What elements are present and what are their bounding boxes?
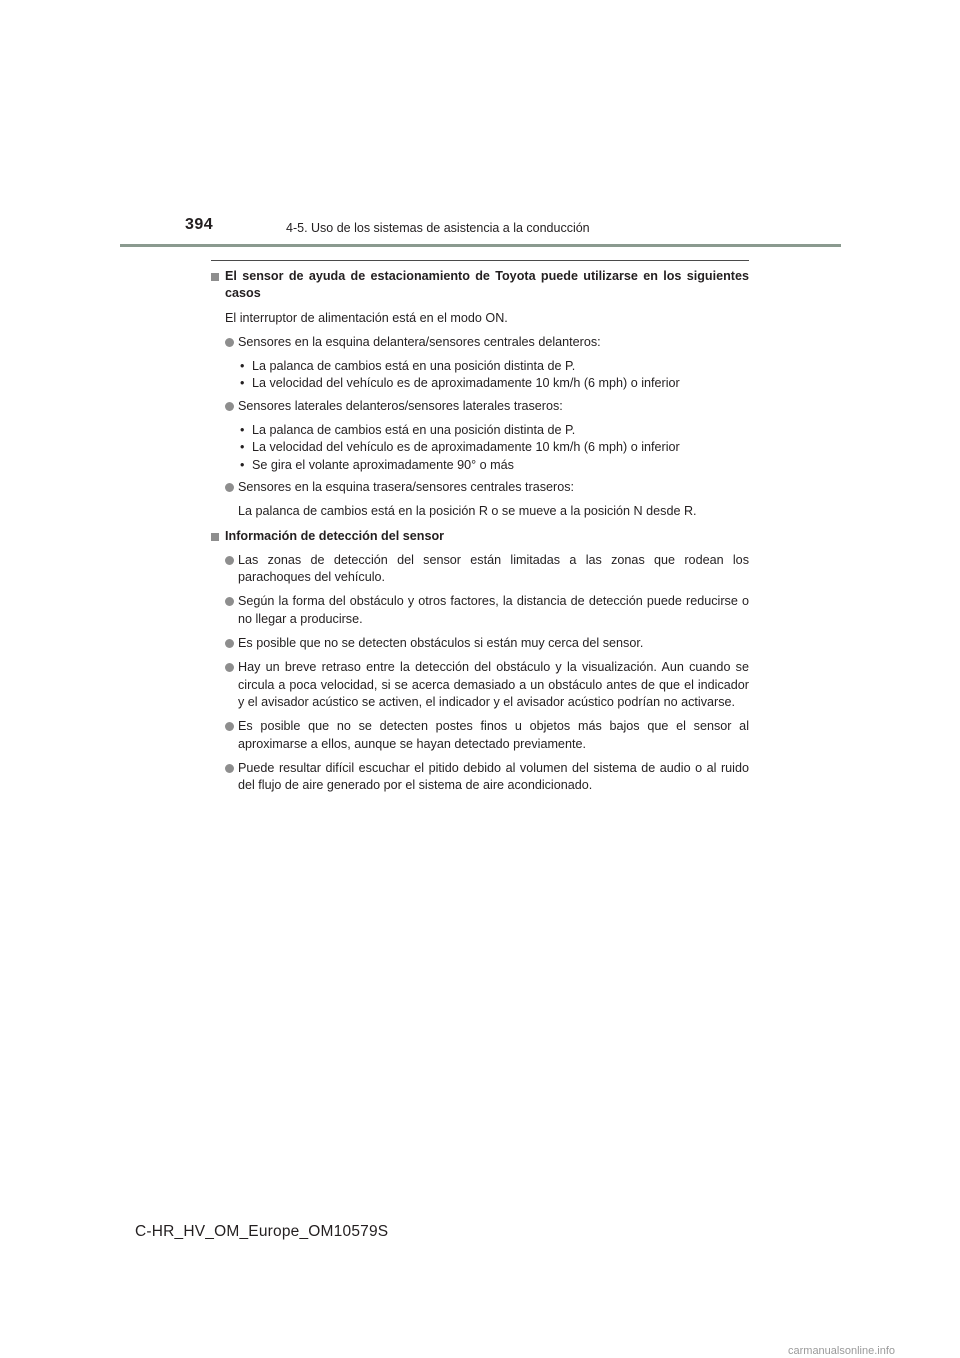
watermark: carmanualsonline.info xyxy=(788,1345,896,1357)
round-bullet-icon xyxy=(225,764,234,773)
round-bullet-icon xyxy=(225,663,234,672)
round-bullet-icon xyxy=(225,597,234,606)
page-number: 394 xyxy=(185,216,214,233)
list-item xyxy=(211,635,749,652)
sub-list-item-text: Se gira el volante aproximadamente 90° o más xyxy=(252,457,514,472)
sub-list-item-text: La palanca de cambios está en una posición distinta de P. xyxy=(252,423,576,438)
square-bullet-icon xyxy=(211,273,219,281)
sub-list-item-text: La velocidad del vehículo es de aproximadamente 10 km/h (6 mph) o inferior xyxy=(252,376,680,391)
sub-list-item-text: La palanca de cambios está en una posición distinta de P. xyxy=(252,359,576,374)
round-bullet-icon xyxy=(225,402,234,411)
dot-marker: • xyxy=(240,457,245,472)
section-intro: El interruptor de alimentación está en el modo ON. xyxy=(225,310,508,325)
section-heading-text: El sensor de ayuda de estacionamiento de Toyota puede utilizarse en los siguientes casos xyxy=(225,269,749,301)
sub-list-item xyxy=(238,375,749,392)
dot-marker: • xyxy=(240,440,245,455)
sub-list-item xyxy=(238,422,749,439)
header-rule xyxy=(120,244,841,247)
sub-list xyxy=(211,358,749,393)
dot-marker: • xyxy=(240,376,245,391)
list-item-text: Es posible que no se detecten postes finos u objetos más bajos que el sensor al aproximarse a ellos, aunque se hayan detectado previamente. xyxy=(238,719,749,751)
list-item-text: Hay un breve retraso entre la detección del obstáculo y la visualización. Aun cuando se circula a poca velocidad, si se acerca demasiado a un obstáculo antes de que el indicador y el avisador acústico se activen, el indicador y el avisador acústico podrían no activarse. xyxy=(238,660,749,709)
list-item-text: Según la forma del obstáculo y otros factores, la distancia de detección puede reducirse o no llegar a producirse. xyxy=(238,594,749,626)
sub-list-item xyxy=(238,439,749,456)
round-bullet-icon xyxy=(225,722,234,731)
round-bullet-icon xyxy=(225,483,234,492)
section-heading-text: Información de detección del sensor xyxy=(225,528,445,543)
list-item-text: Puede resultar difícil escuchar el pitido debido al volumen del sistema de audio o al ruido del flujo de aire generado por el sistema de aire acondicionado. xyxy=(238,760,749,793)
list-item xyxy=(211,760,749,795)
round-bullet-icon xyxy=(225,338,234,347)
list-item-text: Las zonas de detección del sensor están limitadas a las zonas que rodean los parachoques del vehículo. xyxy=(238,552,749,585)
list-item xyxy=(211,334,749,351)
list-item xyxy=(211,552,749,587)
list-item xyxy=(211,398,749,415)
page-content xyxy=(211,268,749,801)
dot-marker: • xyxy=(240,359,245,374)
section-rule xyxy=(211,260,749,261)
sub-list-item xyxy=(238,457,749,474)
dot-marker: • xyxy=(240,423,245,438)
sub-list-item-text: La velocidad del vehículo es de aproximadamente 10 km/h (6 mph) o inferior xyxy=(252,440,680,455)
list-item-note: La palanca de cambios está en la posición R o se mueve a la posición N desde R. xyxy=(238,504,697,519)
list-item-text: Es posible que no se detecten obstáculos si están muy cerca del sensor. xyxy=(238,636,644,651)
round-bullet-icon xyxy=(225,556,234,565)
section-heading xyxy=(211,268,749,303)
sub-list-item xyxy=(238,358,749,375)
running-header: 4-5. Uso de los sistemas de asistencia a la conducción xyxy=(286,221,590,235)
square-bullet-icon xyxy=(211,533,219,541)
list-item-text: Sensores laterales delanteros/sensores laterales traseros: xyxy=(238,398,563,413)
round-bullet-icon xyxy=(225,639,234,648)
list-item xyxy=(211,718,749,753)
sub-list xyxy=(211,422,749,474)
list-item xyxy=(211,659,749,711)
list-item-text: Sensores en la esquina trasera/sensores centrales traseros: xyxy=(238,479,575,494)
list-item xyxy=(211,593,749,628)
section-heading xyxy=(211,528,749,545)
document-code: C-HR_HV_OM_Europe_OM10579S xyxy=(135,1223,389,1240)
list-item xyxy=(211,479,749,496)
list-item-text: Sensores en la esquina delantera/sensores centrales delanteros: xyxy=(238,334,601,349)
